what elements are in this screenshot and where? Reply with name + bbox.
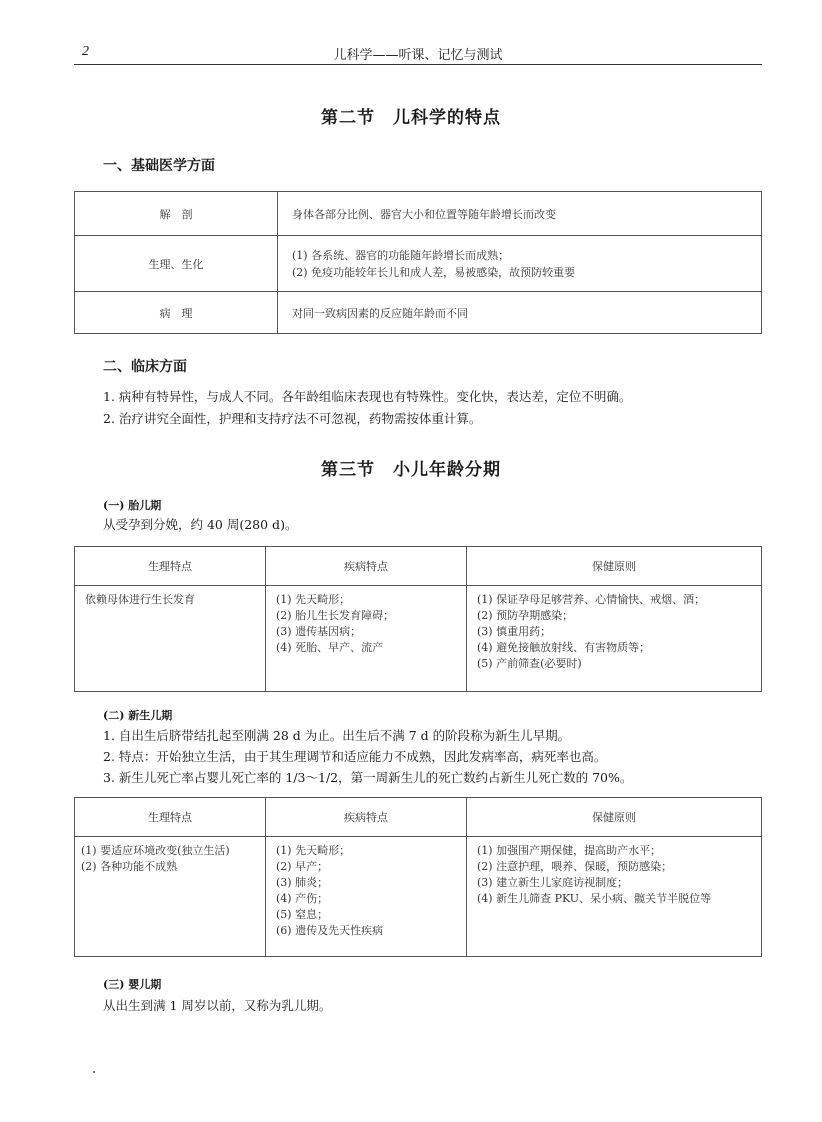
table-header-row (75, 798, 762, 837)
table-row (75, 837, 762, 957)
col-care-header: 保健原则 (467, 798, 762, 837)
physiology-cell: (1) 要适应环境改变(独立生活) (2) 各种功能不成熟 (75, 837, 266, 957)
row-label: 生理、生化 (75, 236, 278, 292)
row-label: 病 理 (75, 292, 278, 334)
table-row (75, 292, 762, 334)
table-row (75, 192, 762, 236)
running-title: 儿科学——听课、记忆与测试 (333, 48, 503, 63)
clinical-item-1: 1. 病种有特异性，与成人不同。各年龄组临床表现也有特殊性。变化快，表达差，定位不明确。 (103, 389, 632, 404)
col-physiology-header: 生理特点 (75, 798, 266, 837)
section-3-title: 第三节 小儿年龄分期 (321, 460, 501, 480)
neonatal-item-3: 3. 新生儿死亡率占婴儿死亡率的 1/3～1/2，第一周新生儿的死亡数约占新生儿死亡数的 70%。 (103, 770, 633, 785)
page-header (74, 42, 762, 65)
neonatal-period-heading: (二) 新生儿期 (103, 709, 173, 722)
table-row (75, 236, 762, 292)
physiology-cell: 依赖母体进行生长发育 (75, 586, 266, 692)
neonatal-period-table (74, 797, 762, 957)
col-disease-header: 疾病特点 (266, 798, 467, 837)
disease-cell: (1) 先天畸形； (2) 早产； (3) 肺炎； (4) 产伤； (5) 窒息； (6) 遗传及先天性疾病 (266, 837, 467, 957)
row-label: 解 剖 (75, 192, 278, 236)
basic-medicine-table (74, 191, 762, 334)
scan-speck (93, 1071, 95, 1073)
row-value: (1) 各系统、器官的功能随年龄增长而成熟； (2) 免疫功能较年长儿和成人差，易被感染，故预防较重要 (278, 236, 762, 292)
row-value: 身体各部分比例、器官大小和位置等随年龄增长而改变 (278, 192, 762, 236)
section-2-title: 第二节 儿科学的特点 (321, 108, 501, 128)
clinical-item-2: 2. 治疗讲究全面性，护理和支持疗法不可忽视，药物需按体重计算。 (103, 411, 482, 426)
neonatal-item-1: 1. 自出生后脐带结扎起至刚满 28 d 为止。出生后不满 7 d 的阶段称为新生儿早期。 (103, 728, 571, 743)
disease-cell: (1) 先天畸形； (2) 胎儿生长发育障碍； (3) 遗传基因病； (4) 死胎、早产、流产 (266, 586, 467, 692)
col-disease-header: 疾病特点 (266, 547, 467, 586)
clinical-heading: 二、临床方面 (103, 359, 187, 375)
care-cell: (1) 保证孕母足够营养、心情愉快、戒烟、酒； (2) 预防孕期感染； (3) 慎重用药； (4) 避免接触放射线、有害物质等； (5) 产前筛查(必要时) (467, 586, 762, 692)
care-cell: (1) 加强围产期保健，提高助产水平； (2) 注意护理，喂养、保暖，预防感染； (3) 建立新生儿家庭访视制度； (4) 新生儿筛查 PKU、呆小病、髋关节半脱位等 (467, 837, 762, 957)
col-care-header: 保健原则 (467, 547, 762, 586)
fetal-period-desc: 从受孕到分娩，约 40 周(280 d)。 (103, 517, 298, 532)
table-row (75, 586, 762, 692)
infant-period-desc: 从出生到满 1 周岁以前，又称为乳儿期。 (103, 998, 332, 1013)
row-value: 对同一致病因素的反应随年龄而不同 (278, 292, 762, 334)
basic-medicine-heading: 一、基础医学方面 (103, 158, 215, 174)
fetal-period-table (74, 546, 762, 692)
fetal-period-heading: (一) 胎儿期 (103, 499, 162, 512)
neonatal-item-2: 2. 特点：开始独立生活，由于其生理调节和适应能力不成熟，因此发病率高，病死率也高。 (103, 749, 607, 764)
col-physiology-header: 生理特点 (75, 547, 266, 586)
page-number: 2 (82, 44, 89, 59)
infant-period-heading: (三) 婴儿期 (103, 978, 162, 991)
table-header-row (75, 547, 762, 586)
